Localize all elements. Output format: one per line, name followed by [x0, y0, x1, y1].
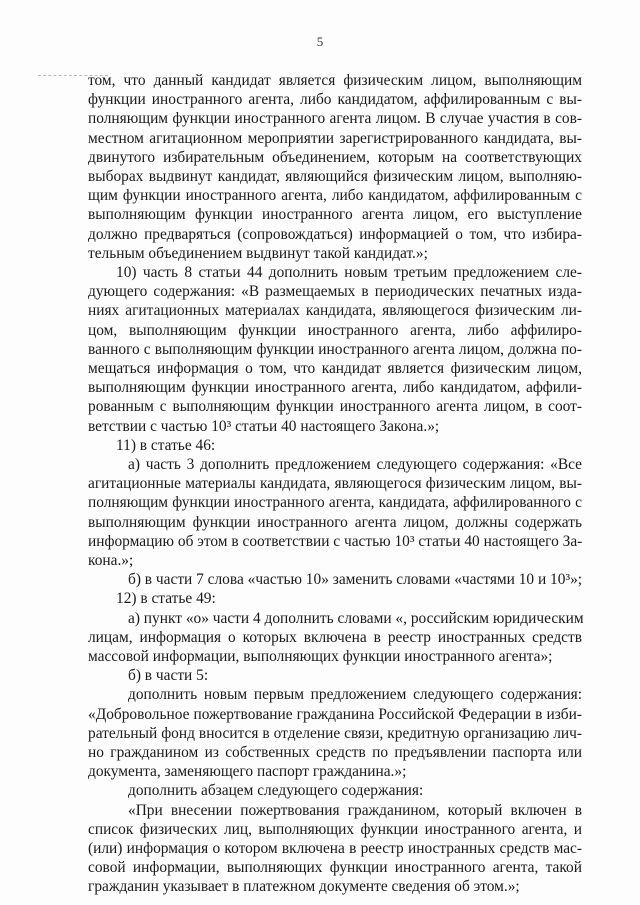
text-line: дующего содержания: «В размещаемых в периодических печатных изда-: [88, 283, 582, 301]
text-line: выполняющим функции иностранного агента лицом, его выступление: [88, 206, 582, 224]
text-line: функции иностранного агента, либо кандидатом, аффилированным с вы-: [88, 91, 582, 109]
text-line: выполняющим функции иностранного агента лицом, должны содержать: [88, 513, 582, 531]
text-line: гражданин указывает в платежном документе сведения об этом.»;: [88, 878, 520, 896]
text-line: местном агитационном мероприятии зарегистрированного кандидата, вы-: [88, 129, 582, 147]
text-line: ниях агитационных материалах кандидата, являющегося физическим ли-: [88, 302, 582, 320]
page-number: 5: [316, 34, 324, 49]
text-line: б) в части 5:: [128, 667, 209, 685]
text-line: «Добровольное пожертвование гражданина Российской Федерации в изби-: [88, 705, 582, 723]
text-line: документа, заменяющего паспорт гражданина.»;: [88, 763, 407, 781]
text-line: ванного с выполняющим функции иностранного агента лицом, должна по-: [88, 340, 582, 358]
text-line: выборах выдвинут кандидат, являющийся физическим лицом, выполняю-: [88, 168, 582, 185]
text-line: полняющим функции иностранного агента лицом. В случае участия в сов-: [88, 110, 582, 128]
text-line: мещаться информация о том, что кандидат является физическим лицом,: [88, 360, 582, 377]
text-line: 11) в статье 46:: [116, 436, 216, 454]
text-line: список физических лиц, выполняющих функции иностранного агента, и: [88, 820, 582, 838]
text-line: совой информации, выполняющих функции иностранного агента, такой: [88, 859, 582, 877]
text-line: том, что данный кандидат является физическим лицом, выполняющим: [88, 72, 582, 89]
text-line: агитационные материалы кандидата, являющегося физическим лицом, вы-: [88, 475, 582, 493]
text-line: (или) информация о котором включена в реестр иностранных средств мас-: [88, 840, 582, 857]
text-line: б) в части 7 слова «частью 10» заменить словами «частями 10 и 10³»;: [128, 571, 583, 589]
text-line: двинутого избирательным объединением, которым на соответствующих: [88, 148, 582, 166]
text-line: кона.»;: [88, 552, 134, 569]
text-line: но гражданином из собственных средств по предъявлении паспорта или: [88, 744, 582, 761]
text-line: рательный фонд вносится в отделение связи, кредитную организацию лич-: [88, 724, 582, 742]
text-line: дополнить новым первым предложением следующего содержания:: [128, 686, 582, 704]
text-line: должно предваряться (сопровождаться) информацией о том, что избира-: [88, 225, 582, 243]
text-line: рованным с выполняющим функции иностранного агента лицом, в соот-: [88, 398, 582, 416]
text-line: ветствии с частью 10³ статьи 40 настоящего Закона.»;: [88, 417, 440, 435]
text-line: 10) часть 8 статьи 44 дополнить новым третьим предложением сле-: [116, 264, 582, 281]
text-line: полняющим функции иностранного агента, кандидата, аффилированного с: [88, 494, 582, 512]
text-line: щим функции иностранного агента, либо кандидатом, аффилированным с: [88, 187, 582, 205]
text-line: а) пункт «о» части 4 дополнить словами «, российским юридическим: [128, 609, 584, 627]
text-line: информацию об этом в соответствии с частью 10³ статьи 40 настоящего За-: [88, 532, 583, 550]
text-line: тельным объединением выдвинут такой кандидат.»;: [88, 244, 428, 262]
text-line: цом, выполняющим функции иностранного агента, либо аффилиро-: [88, 321, 582, 339]
text-line: лицам, информация о которых включена в реестр иностранных средств: [88, 628, 582, 646]
text-line: массовой информации, выполняющих функции иностранного агента»;: [88, 648, 553, 665]
text-line: а) часть 3 дополнить предложением следующего содержания: «Все: [128, 456, 582, 473]
text-line: выполняющим функции иностранного агента, либо кандидатом, аффили-: [88, 379, 582, 397]
text-line: дополнить абзацем следующего содержания:: [128, 782, 424, 800]
text-line: «При внесении пожертвования гражданином, который включен в: [128, 801, 582, 819]
text-line: 12) в статье 49:: [116, 590, 216, 608]
